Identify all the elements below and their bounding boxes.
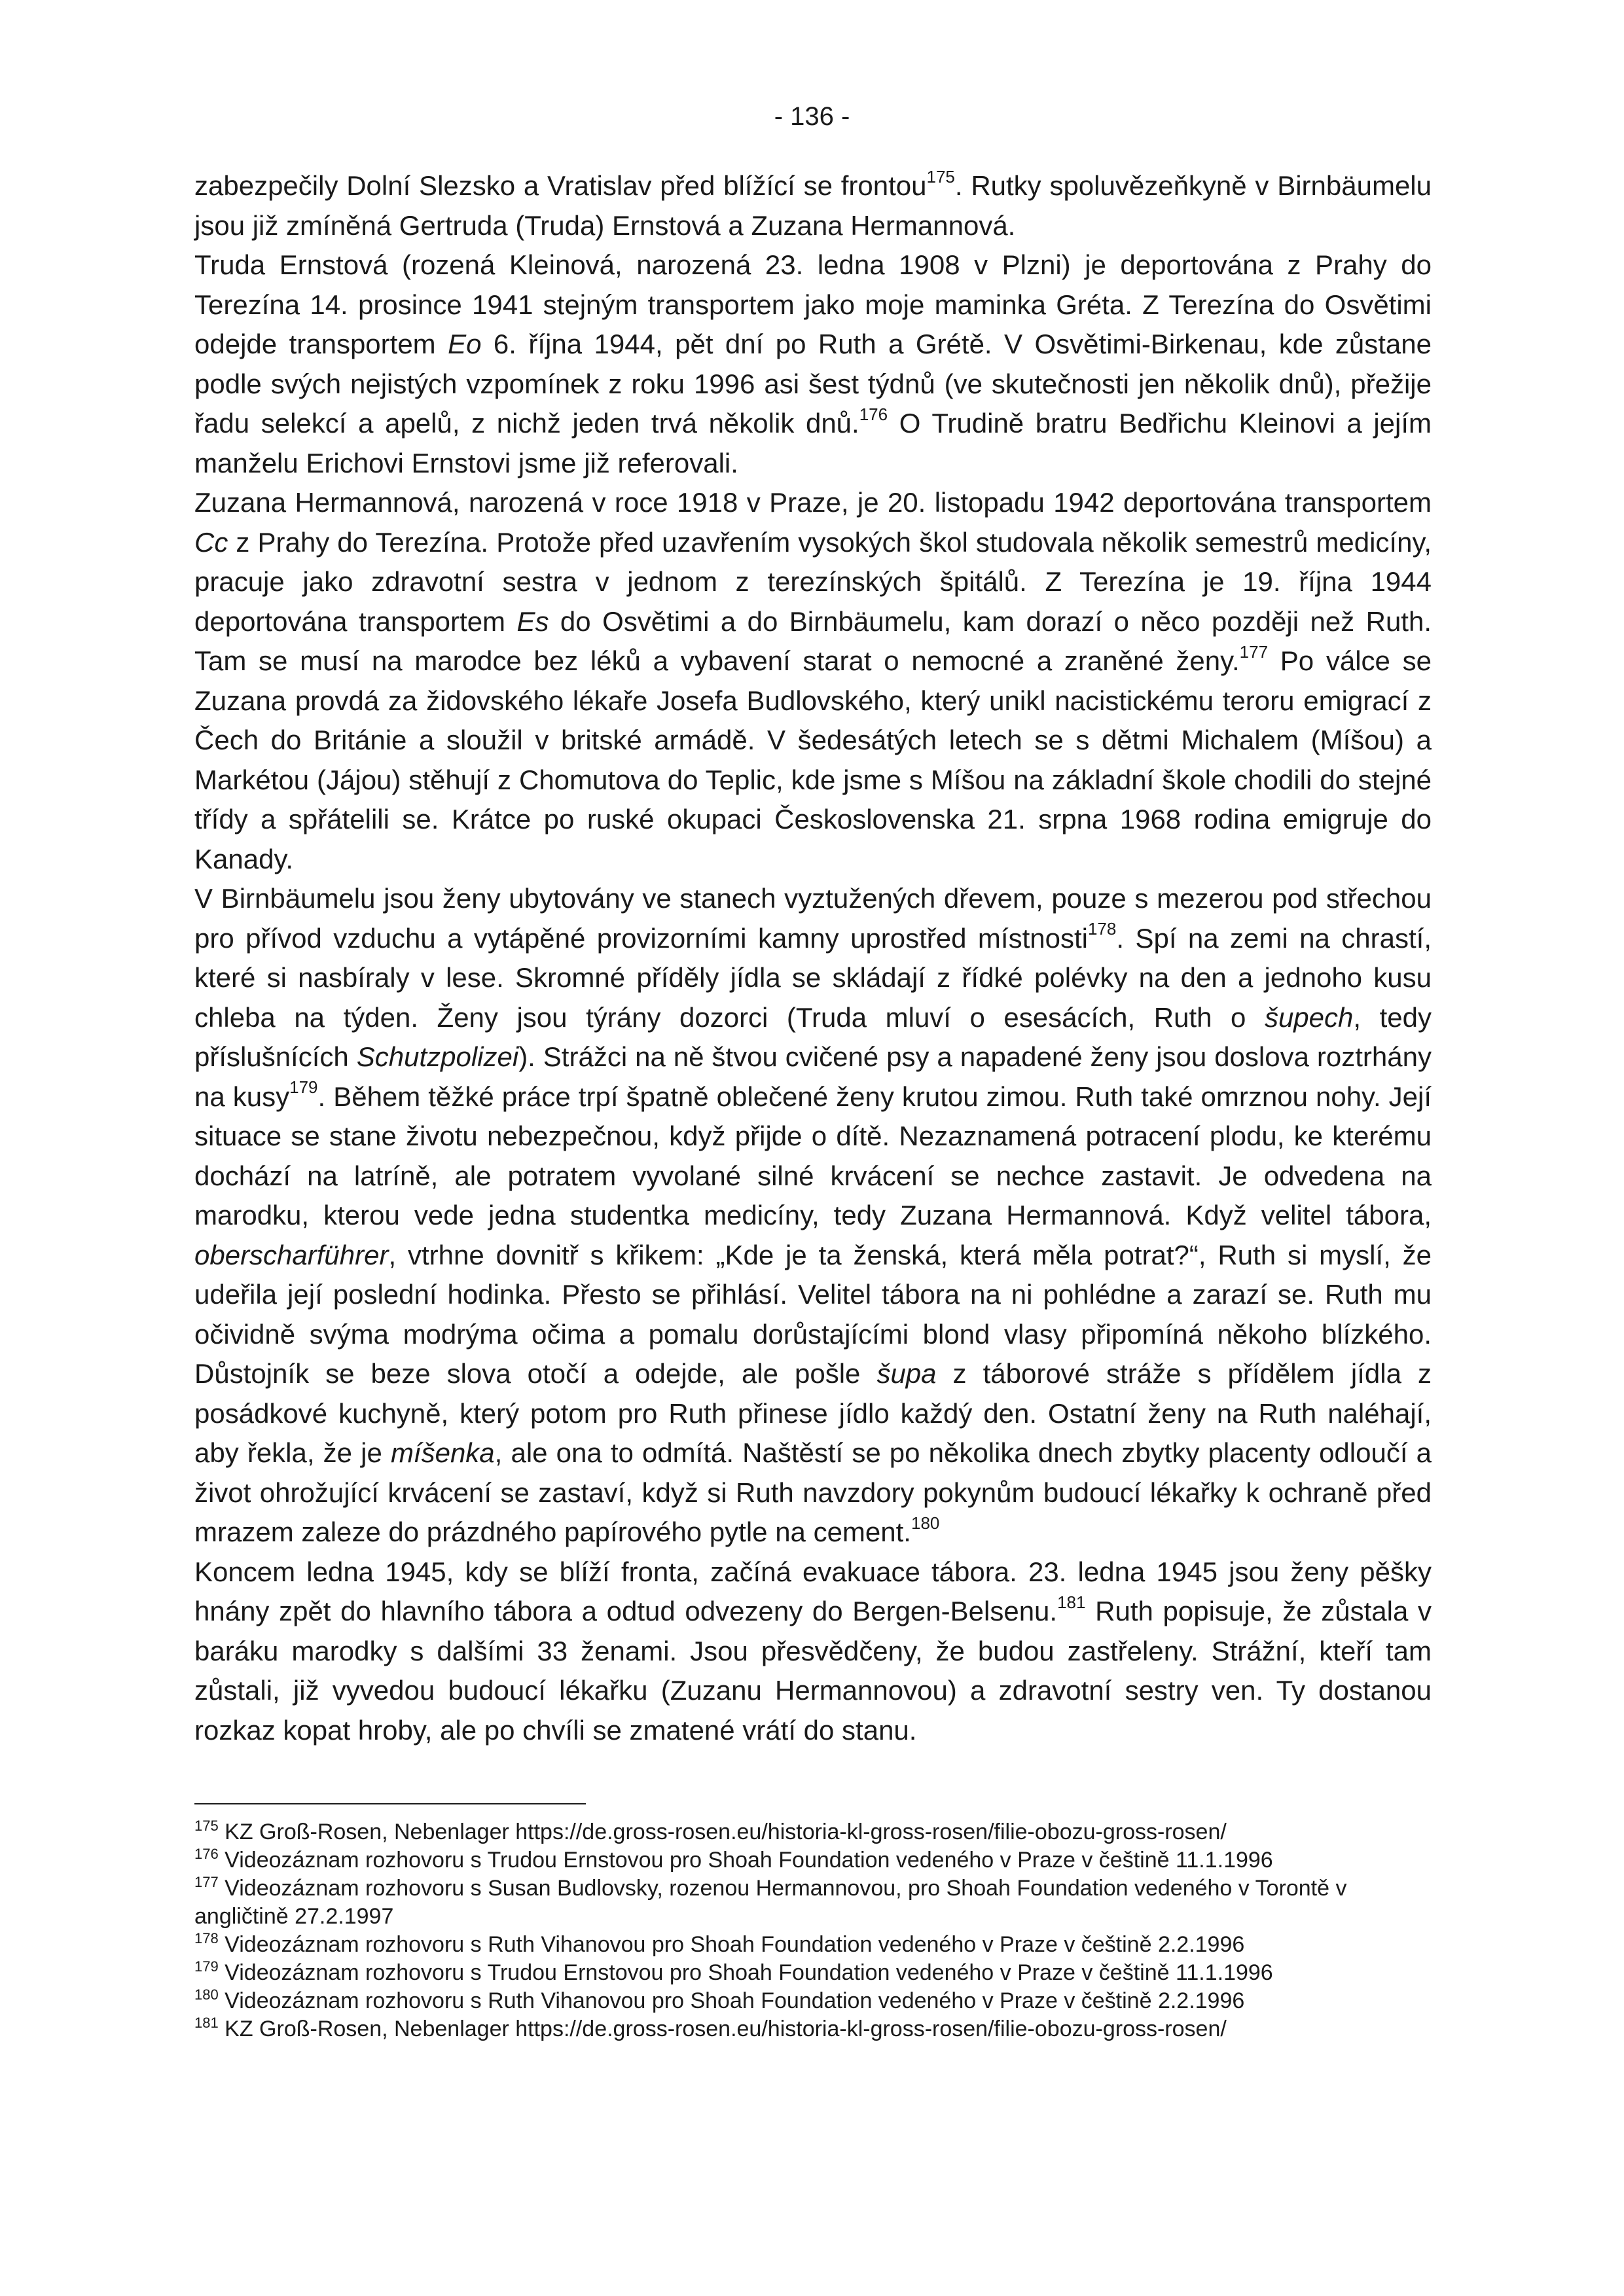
text-run: Zuzana Hermannová, narozená v roce 1918 v Praze, je 20. listopadu 1942 deportována transportem xyxy=(194,487,1432,518)
footnote-181 xyxy=(194,2015,1432,2043)
text-run: Koncem ledna 1945, kdy se blíží fronta, začíná evakuace tábora. 23. ledna 1945 jsou ženy pěšky hnány zpět do hlavního tábora a odtud odvezeny do Bergen-Belsenu. xyxy=(194,1556,1432,1626)
footnote-177 xyxy=(194,1874,1432,1931)
paragraph-4 xyxy=(194,879,1432,1552)
text-run: . Rutky spoluvězeňkyně v Birnbäumelu jsou již zmíněná Gertruda (Truda) Ernstová a Zuzana Hermannová. xyxy=(194,170,1432,241)
footnote-text: KZ Groß-Rosen, Nebenlager https://de.gross-rosen.eu/historia-kl-gross-rosen/filie-obozu-gross-rosen/ xyxy=(218,2017,1227,2041)
italic-term: šupa xyxy=(876,1358,937,1389)
footnote-text: Videozáznam rozhovoru s Trudou Ernstovou pro Shoah Foundation vedeného v Praze v češtině 11.1.1996 xyxy=(218,1960,1273,1985)
footnote-178 xyxy=(194,1931,1432,1959)
italic-term: šupech xyxy=(1264,1001,1354,1033)
text-run: do Osvětimi a do Birnbäumelu, kam dorazí o něco později než Ruth. Tam se musí na marodce bez léků a vybavení starat o nemocné a zraněné ženy. xyxy=(194,605,1432,676)
footnote-separator xyxy=(194,1803,586,1804)
footnote-ref-179[interactable]: 179 xyxy=(289,1077,318,1097)
footnote-ref-177[interactable]: 177 xyxy=(1239,641,1269,662)
paragraph-2 xyxy=(194,245,1432,483)
footnote-text: Videozáznam rozhovoru s Ruth Vihanovou pro Shoah Foundation vedeného v Praze v češtině 2.2.1996 xyxy=(218,1932,1245,1957)
footnotes xyxy=(194,1818,1432,2043)
text-run: , tedy příslušnících xyxy=(194,1001,1432,1072)
body-text xyxy=(194,166,1432,1750)
text-run: O Trudině bratru Bedřichu Kleinovi a jejím manželu Erichovi Ernstovi jsme již referovali. xyxy=(194,408,1432,478)
footnote-text: Videozáznam rozhovoru s Trudou Ernstovou pro Shoah Foundation vedeného v Praze v češtině 11.1.1996 xyxy=(218,1848,1273,1873)
italic-term: Es xyxy=(516,605,549,637)
footnote-ref-180[interactable]: 180 xyxy=(911,1513,940,1533)
footnote-text: Videozáznam rozhovoru s Susan Budlovsky, rozenou Hermannovou, pro Shoah Foundation vedeného v Torontě v angličtině 27.2.1997 xyxy=(194,1876,1347,1929)
footnote-number: 177 xyxy=(194,1873,219,1890)
text-run: zabezpečily Dolní Slezsko a Vratislav před blížící se frontou xyxy=(194,170,927,201)
footnote-ref-178[interactable]: 178 xyxy=(1087,919,1117,939)
italic-term: oberscharführer xyxy=(194,1239,389,1270)
paragraph-5 xyxy=(194,1552,1432,1751)
paragraph-1 xyxy=(194,166,1432,245)
footnote-175 xyxy=(194,1818,1432,1846)
footnote-ref-181[interactable]: 181 xyxy=(1057,1592,1086,1612)
footnote-179 xyxy=(194,1959,1432,1987)
text-run: V Birnbäumelu jsou ženy ubytovány ve stanech vyztužených dřevem, pouze s mezerou pod střechou pro přívod vzduchu a vytápěné provizorními kamny uprostřed místnosti xyxy=(194,883,1432,954)
footnote-number: 178 xyxy=(194,1929,219,1946)
text-run: 6. října 1944, pět dní po Ruth a Grétě. V Osvětimi-Birkenau, kde zůstane podle svých nejistých vzpomínek z roku 1996 asi šest týdnů (ve skutečnosti jen několik dnů), přežije řadu selekcí a apelů, z nichž jeden trvá několik dnů. xyxy=(194,329,1432,439)
italic-term: míšenka xyxy=(390,1437,495,1468)
footnote-ref-176[interactable]: 176 xyxy=(859,404,888,424)
italic-term: Schutzpolizei xyxy=(356,1041,519,1072)
text-run: z táborové stráže s přídělem jídla z posádkové kuchyně, který potom pro Ruth přinese jídlo každý den. Ostatní ženy na Ruth naléhají, aby řekla, že je xyxy=(194,1358,1432,1468)
paragraph-3 xyxy=(194,483,1432,879)
text-run: , vtrhne dovnitř s křikem: „Kde je ta ženská, která měla potrat?“, Ruth si myslí, že udeřila její poslední hodinka. Přesto se přihlásí. Velitel tábora na ni pohlédne a zarazí se. Ruth mu očividně svýma modrýma očima a pomalu dorůstajícími blond vlasy připomíná někoho blízkého. Důstojník se beze slova otočí a odejde, ale pošle xyxy=(194,1239,1432,1389)
footnote-number: 181 xyxy=(194,2014,219,2031)
italic-term: Eo xyxy=(448,329,482,359)
text-run: . Během těžké práce trpí špatně oblečené ženy krutou zimou. Ruth také omrznou nohy. Její situace se stane životu nebezpečnou, když přijde o dítě. Nezaznamená potracení plodu, ke kterému dochází na latríně, ale potratem vyvolané silné krvácení se nechce zastavit. Je odvedena na marodku, kterou vede jedna studentka medicíny, tedy Zuzana Hermannová. Když velitel tábora, xyxy=(194,1081,1432,1230)
footnote-number: 179 xyxy=(194,1958,219,1975)
italic-term: Cc xyxy=(194,526,228,558)
text-run: Po válce se Zuzana provdá za židovského lékaře Josefa Budlovského, který unikl nacistickému teroru emigrací z Čech do Británie a sloužil v britské armádě. V šedesátých letech se s dětmi Michalem (Míšou) a Markétou (Jájou) stěhují z Chomutova do Teplic, kde jsme s Míšou na základní škole chodili do stejné třídy a spřátelili se. Krátce po ruské okupaci Československa 21. srpna 1968 rodina emigruje do Kanady. xyxy=(194,645,1432,874)
text-run: z Prahy do Terezína. Protože před uzavřením vysokých škol studovala několik semestrů medicíny, pracuje jako zdravotní sestra v jednom z terezínských špitálů. Z Terezína je 19. října 1944 deportována transportem xyxy=(194,526,1432,637)
footnote-text: Videozáznam rozhovoru s Ruth Vihanovou pro Shoah Foundation vedeného v Praze v češtině 2.2.1996 xyxy=(218,1988,1245,2013)
text-run: . Spí na zemi na chrastí, které si nasbíraly v lese. Skromné příděly jídla se skládají z řídké polévky na den a jednoho kusu chleba na týden. Ženy jsou týrány dozorci (Truda mluví o esesácích, Ruth o xyxy=(194,922,1432,1033)
footnote-176 xyxy=(194,1846,1432,1874)
footnote-number: 176 xyxy=(194,1845,219,1862)
footnote-180 xyxy=(194,1987,1432,2015)
footnote-ref-175[interactable]: 175 xyxy=(926,166,955,187)
footnote-number: 180 xyxy=(194,1986,219,2003)
page-number: - 136 - xyxy=(774,102,850,131)
text-run: Truda Ernstová (rozená Kleinová, narozená 23. ledna 1908 v Plzni) je deportována z Prahy do Terezína 14. prosince 1941 stejným transportem jako moje maminka Gréta. Z Terezína do Osvětimi odejde transportem xyxy=(194,249,1432,359)
footnote-text: KZ Groß-Rosen, Nebenlager https://de.gross-rosen.eu/historia-kl-gross-rosen/filie-obozu-gross-rosen/ xyxy=(218,1820,1227,1844)
text-run: ). Strážci na ně štvou cvičené psy a napadené ženy jsou doslova roztrhány na kusy xyxy=(194,1041,1432,1112)
text-run: Ruth popisuje, že zůstala v baráku marodky s dalšími 33 ženami. Jsou přesvědčeny, že budou zastřeleny. Strážní, kteří tam zůstali, již vyvedou budoucí lékařku (Zuzanu Hermannovou) a zdravotní sestry ven. Ty dostanou rozkaz kopat hroby, ale po chvíli se zmatené vrátí do stanu. xyxy=(194,1596,1432,1746)
footnote-number: 175 xyxy=(194,1817,219,1834)
text-run: , ale ona to odmítá. Naštěstí se po několika dnech zbytky placenty odloučí a život ohrožující krvácení se zastaví, když si Ruth navzdory pokynům budoucí lékařky k ochraně před mrazem zaleze do prázdného papírového pytle na cement. xyxy=(194,1437,1432,1547)
